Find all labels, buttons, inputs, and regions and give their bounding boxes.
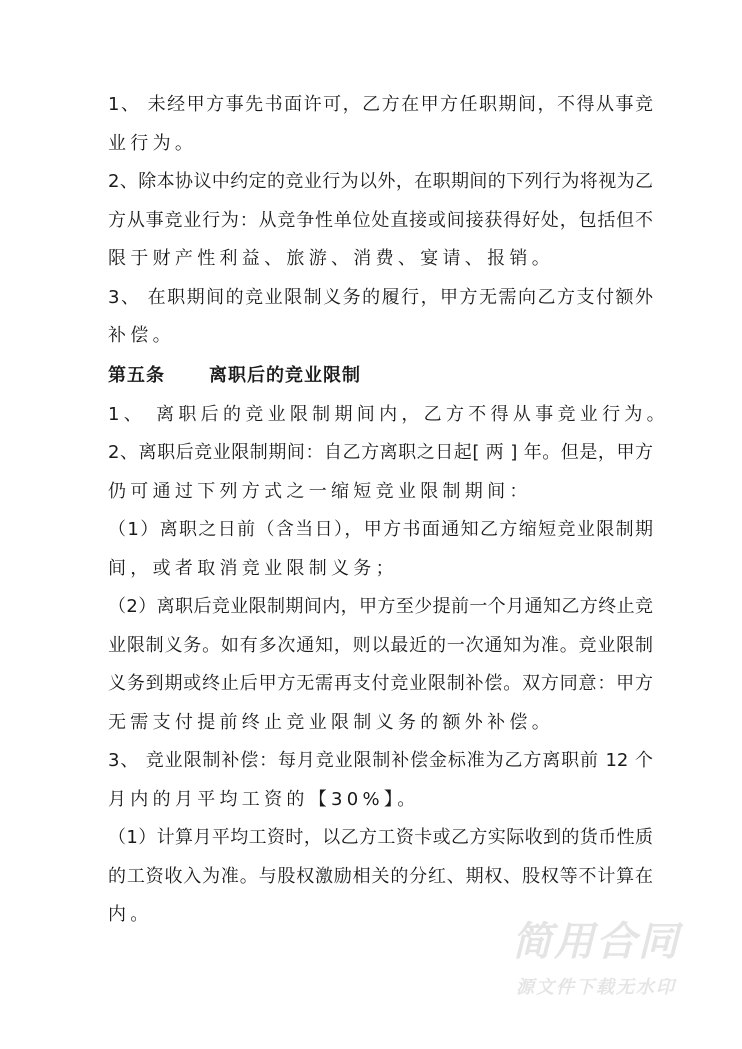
text-line: 的工资收入为准。与股权激励相关的分红、期权、股权等不计算在 [108,865,653,887]
text-line: 仍可通过下列方式之一缩短竞业限制期间： [108,480,532,502]
text-line: 补偿。 [108,325,175,346]
text-line: （2）离职后竞业限制期间内，甲方至少提前一个月通知乙方终止竞 [108,596,653,617]
article-number: 第五条 [108,364,165,386]
text-line: 3、 竞业限制补偿：每月竞业限制补偿金标准为乙方离职前 12 个 [108,750,653,771]
text-line: 业行为。 [108,132,198,154]
article-heading [108,356,668,396]
text-line: 内。 [108,904,153,925]
watermark [512,910,680,999]
text-line: 1、 离职后的竞业限制期间内，乙方不得从事竞业行为。 [108,403,669,425]
text-line: 义务到期或终止后甲方无需再支付竞业限制补偿。双方同意：甲方 [108,673,653,694]
text-line: 月内的月平均工资的【30%】。 [108,788,420,810]
text-line: 限于财产性利益、旅游、消费、宴请、报销。 [108,248,554,269]
text-line: 间，或者取消竞业限制义务； [108,557,398,579]
watermark-tagline: 源文件下载无水印 [516,977,676,998]
text-line: 业限制义务。如有多次通知，则以最近的一次通知为准。竞业限制 [108,634,653,656]
text-line: 1、 未经甲方事先书面许可，乙方在甲方任职期间，不得从事竞 [108,94,653,115]
text-line: 2、离职后竞业限制期间：自乙方离职之日起[ 两 ] 年。但是，甲方 [108,442,653,463]
text-line: （1）计算月平均工资时，以乙方工资卡或乙方实际收到的货币性质 [108,827,653,848]
watermark-brand: 简用合同 [512,919,680,965]
text-line: （1）离职之日前（含当日），甲方书面通知乙方缩短竞业限制期 [108,519,653,540]
article-title: 离职后的竞业限制 [209,364,361,386]
text-line: 2、除本协议中约定的竞业行为以外，在职期间的下列行为将视为乙 [108,171,653,192]
text-line: 方从事竞业行为：从竞争性单位处直接或间接获得好处，包括但不 [108,209,653,231]
document-body [108,86,668,935]
text-line: 3、 在职期间的竞业限制义务的履行，甲方无需向乙方支付额外 [108,286,653,308]
text-line: 无需支付提前终止竞业限制义务的额外补偿。 [108,711,554,733]
